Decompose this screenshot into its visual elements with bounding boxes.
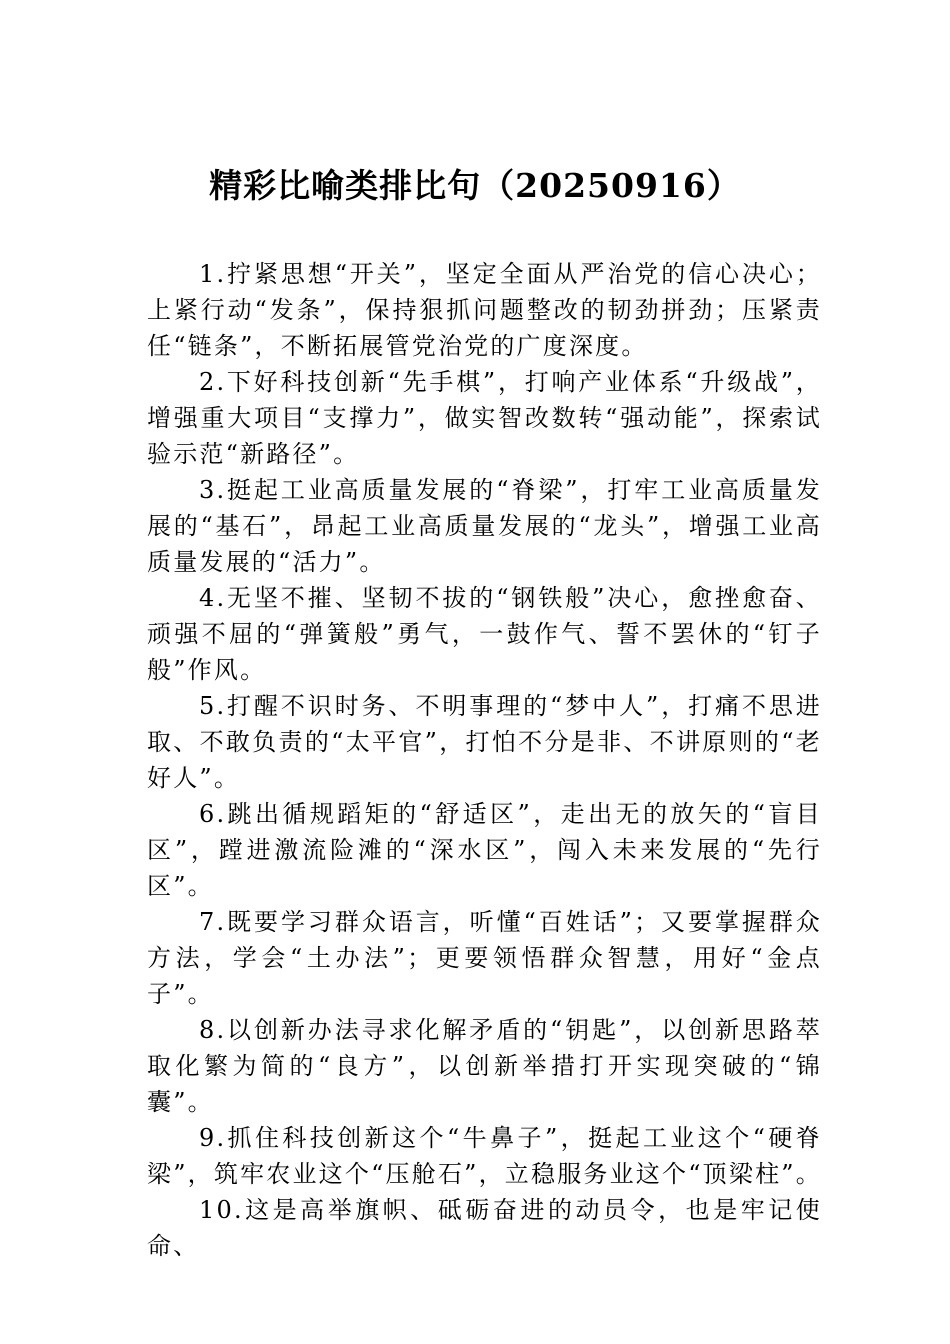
paragraph-7: 7.既要学习群众语言，听懂“百姓话”；又要掌握群众方法，学会“土办法”；更要领悟群众智慧，用好“金点子”。 [147,908,822,1008]
paragraph-10: 10.这是高举旗帜、砥砺奋进的动员令，也是牢记使命、 [147,1196,822,1260]
document-title: 精彩比喻类排比句（20250916） [209,166,741,205]
paragraph-5: 5.打醒不识时务、不明事理的“梦中人”，打痛不思进取、不敢负责的“太平官”，打怕不分是非、不讲原则的“老好人”。 [147,692,822,792]
paragraph-6: 6.跳出循规蹈矩的“舒适区”，走出无的放矢的“盲目区”，蹚进激流险滩的“深水区”，闯入未来发展的“先行区”。 [147,800,822,900]
paragraph-9: 9.抓住科技创新这个“牛鼻子”，挺起工业这个“硬脊梁”，筑牢农业这个“压舱石”，立稳服务业这个“顶梁柱”。 [147,1124,822,1188]
paragraph-1: 1.拧紧思想“开关”，坚定全面从严治党的信心决心；上紧行动“发条”，保持狠抓问题整改的韧劲拼劲；压紧责任“链条”，不断拓展管党治党的广度深度。 [147,260,822,360]
paragraph-4: 4.无坚不摧、坚韧不拔的“钢铁般”决心，愈挫愈奋、顽强不屈的“弹簧般”勇气，一鼓作气、誓不罢休的“钉子般”作风。 [147,584,822,684]
paragraph-3: 3.挺起工业高质量发展的“脊梁”，打牢工业高质量发展的“基石”，昂起工业高质量发展的“龙头”，增强工业高质量发展的“活力”。 [147,476,822,576]
paragraph-8: 8.以创新办法寻求化解矛盾的“钥匙”，以创新思路萃取化繁为简的“良方”，以创新举措打开实现突破的“锦囊”。 [147,1016,822,1116]
paragraph-2: 2.下好科技创新“先手棋”，打响产业体系“升级战”，增强重大项目“支撑力”，做实智改数转“强动能”，探索试验示范“新路径”。 [147,368,822,468]
document-body [147,256,822,1264]
